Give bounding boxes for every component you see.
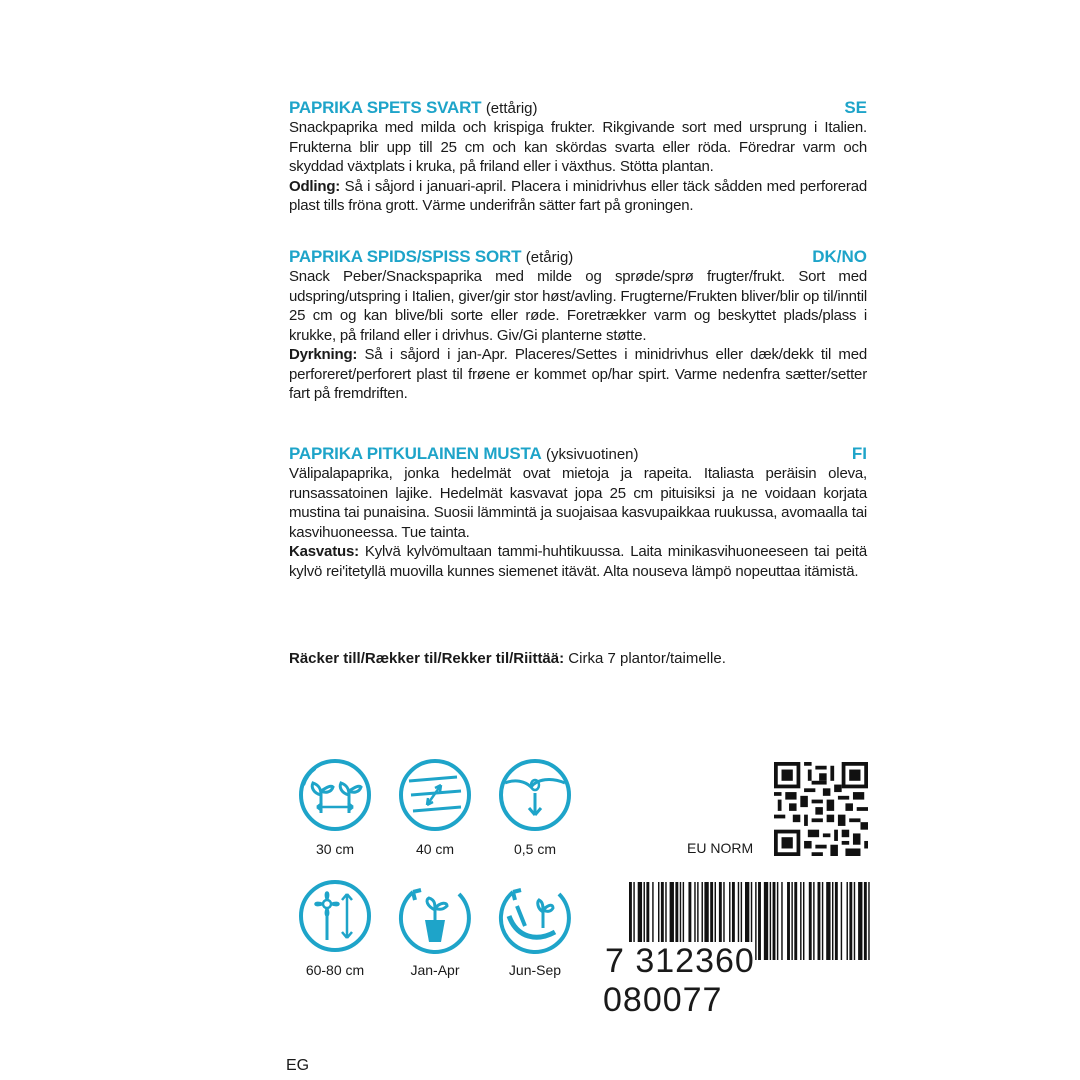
sowing-depth-icon bbox=[495, 755, 575, 835]
row-spacing-icon bbox=[395, 755, 475, 835]
eu-norm-label: EU NORM bbox=[687, 840, 754, 856]
icon-row-2 bbox=[285, 876, 585, 978]
icon-label: Jun-Sep bbox=[508, 962, 562, 978]
section-body bbox=[289, 267, 867, 404]
product-subtitle: (yksivuotinen) bbox=[545, 446, 639, 463]
sowing-time-icon bbox=[395, 876, 475, 956]
icon-cell bbox=[385, 876, 485, 978]
icon-cell bbox=[485, 876, 585, 978]
icon-row-1 bbox=[285, 755, 585, 857]
product-title: PAPRIKA SPETS SVART bbox=[289, 98, 482, 117]
section-body bbox=[289, 464, 867, 581]
section-heading bbox=[289, 444, 867, 464]
icon-cell bbox=[285, 876, 385, 978]
cultivation-text: Så i såjord i januari-april. Placera i minidrivhus eller täck sådden med perforerad plast tills fröna grott. Värme underifrån sätter fart på groningen. bbox=[289, 177, 867, 214]
footer-code: EG bbox=[286, 1057, 310, 1074]
coverage-label: Räcker till/Rækker til/Rekker til/Riittää: bbox=[289, 650, 565, 667]
plant-height-icon bbox=[295, 876, 375, 956]
icon-cell bbox=[485, 755, 585, 857]
cultivation-text: Så i såjord i jan-Apr. Placeres/Settes i minidrivhus eller dæk/dekk til med perforeret/perforert plast til frøene er kommet op/har spirt. Varme nedenfra sætter/setter fart på fremdriften. bbox=[289, 346, 867, 402]
cultivation-label: Dyrkning: bbox=[289, 346, 358, 363]
product-title: PAPRIKA PITKULAINEN MUSTA bbox=[289, 444, 542, 463]
section-se bbox=[289, 98, 867, 216]
icon-label: 0,5 cm bbox=[513, 841, 556, 857]
product-subtitle: (ettårig) bbox=[485, 100, 538, 117]
barcode-digits: 7 312360 080077 bbox=[603, 942, 755, 1019]
qr-code bbox=[774, 762, 868, 856]
cultivation-text: Kylvä kylvömultaan tammi-huhtikuussa. Laita minikasvihuoneeseen tai peitä kylvö rei'itetyllä muovilla kunnes siemenet itävät. Alta nouseva lämpö nopeuttaa itämistä. bbox=[289, 543, 867, 580]
harvest-time-icon bbox=[495, 876, 575, 956]
plant-spacing-icon bbox=[295, 755, 375, 835]
cultivation-label: Kasvatus: bbox=[289, 543, 359, 560]
icon-cell bbox=[285, 755, 385, 857]
coverage-line bbox=[289, 650, 726, 667]
section-dk-no bbox=[289, 247, 867, 404]
coverage-text: Cirka 7 plantor/taimelle. bbox=[564, 650, 726, 667]
cultivation-label: Odling: bbox=[289, 177, 341, 195]
barcode-number bbox=[603, 942, 873, 1020]
product-title: PAPRIKA SPIDS/SPISS SORT bbox=[289, 247, 522, 266]
icon-label: 60-80 cm bbox=[305, 962, 365, 978]
icon-cell bbox=[385, 755, 485, 857]
icon-label: 30 cm bbox=[315, 841, 355, 857]
description-text: Snackpaprika med milda och krispiga frukter. Rikgivande sort med ursprung i Italien. Frukterna blir upp till 25 cm och kan skördas svarta eller röda. Föredrar varm och skyddad växtplats i kruka, på friland eller i växthus. Stötta plantan. bbox=[289, 119, 867, 175]
product-subtitle: (etårig) bbox=[525, 249, 574, 266]
description-text: Snack Peber/Snackspaprika med milde og sprøde/sprø frugter/frukt. Sort med udspring/utspring i Italien, giver/gir stor høst/avling. Frugterne/Frukten bliver/blir op til/inntil 25 cm og kan blive/bli sorte eller røde. Foretrækker varm og beskyttet plads/plass i krukke, på friland eller i drivhus. Giv/Gi planterne støtte. bbox=[289, 268, 867, 344]
icon-label: 40 cm bbox=[415, 841, 455, 857]
icon-label: Jan-Apr bbox=[410, 962, 460, 978]
language-code: FI bbox=[851, 444, 867, 463]
section-heading bbox=[289, 247, 867, 267]
section-body bbox=[289, 118, 867, 216]
description-text: Välipalapaprika, jonka hedelmät ovat mietoja ja rapeita. Italiasta peräisin oleva, runsassatoinen lajike. Hedelmät kasvavat jopa 25 cm pituisiksi ja ne voidaan korjata mustina tai punaisina. Suosii lämmintä ja suojaisaa kasvupaikkaa ruukussa, avomaalla tai kasvihuoneessa. Tue tainta. bbox=[289, 465, 867, 541]
language-code: SE bbox=[844, 98, 867, 117]
language-code: DK/NO bbox=[812, 247, 867, 266]
section-heading bbox=[289, 98, 867, 118]
section-fi bbox=[289, 444, 867, 581]
